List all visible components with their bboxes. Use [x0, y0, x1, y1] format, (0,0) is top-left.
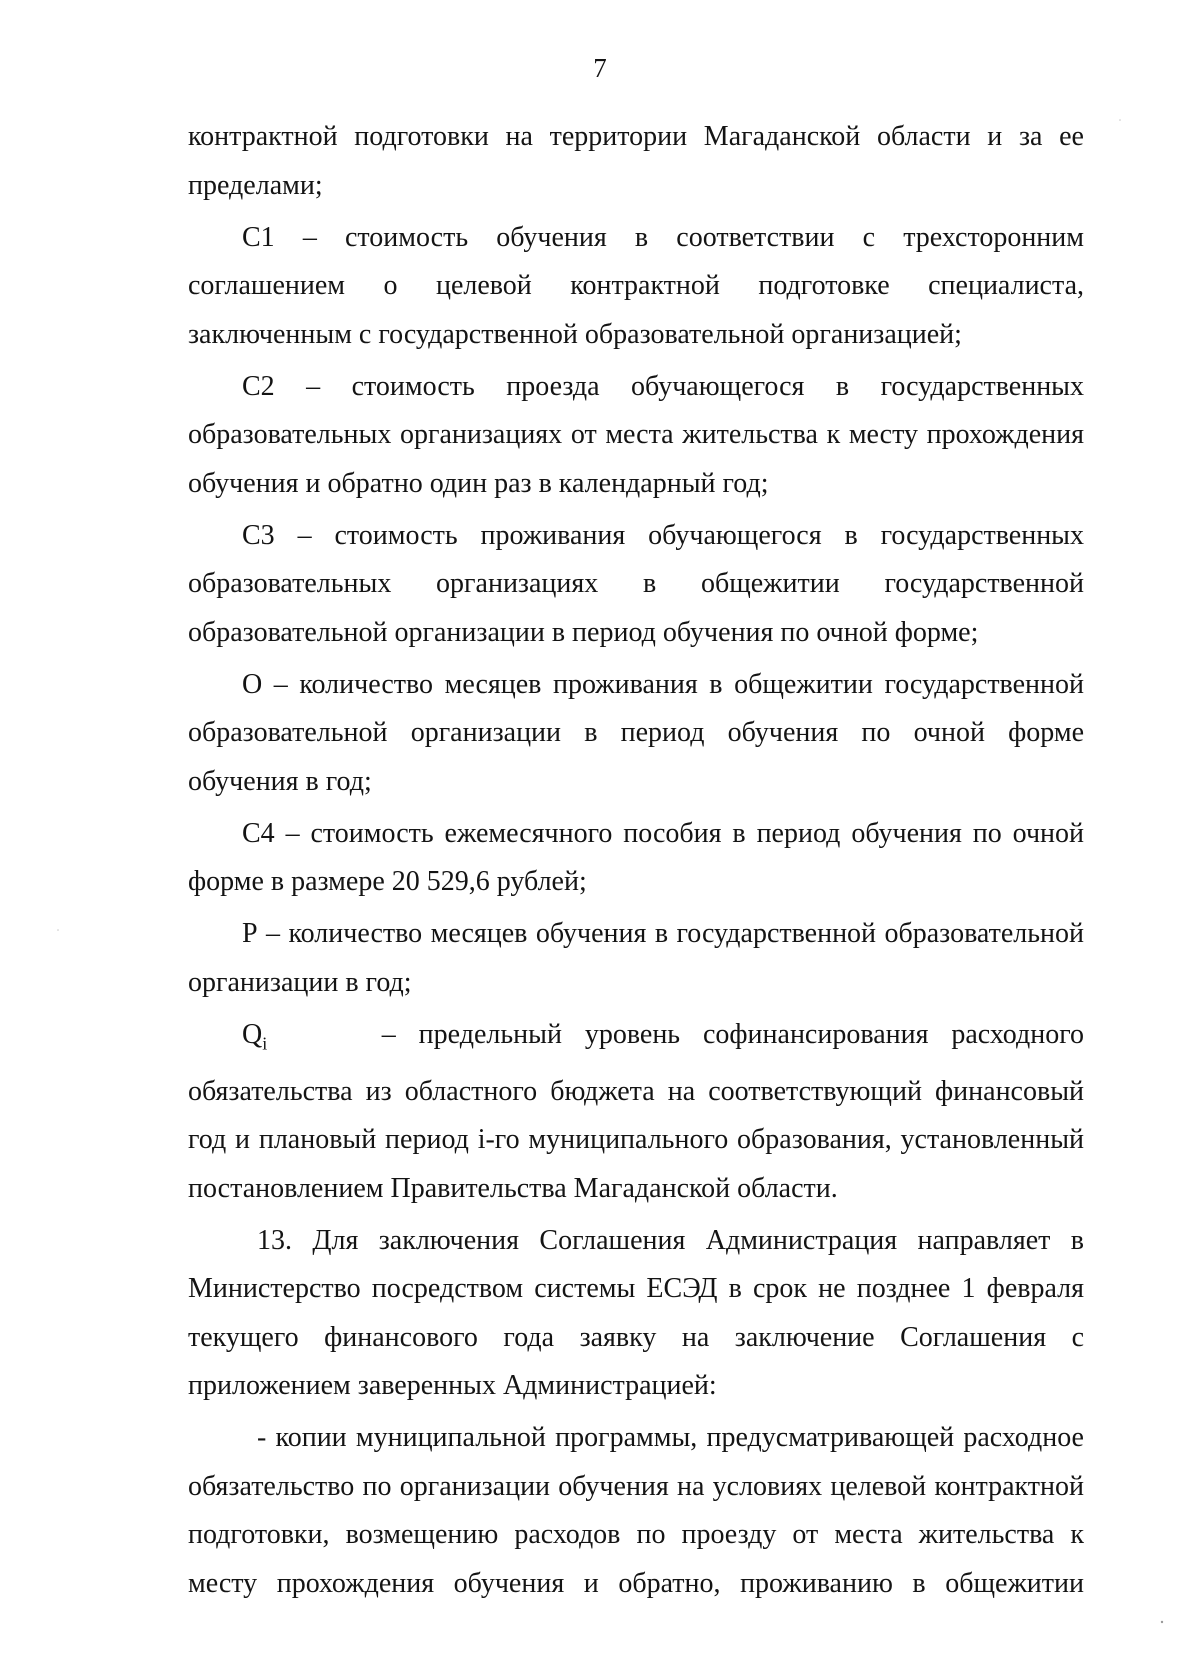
- qi-text: – предельный уровень софинансирования расходного обязательства из областного бюджета на соответствующий финансовый год и плановый период i-го муниципального образования, установленный постановлением Правительства Магаданской области.: [188, 1018, 1084, 1204]
- paragraph-qi: [188, 1011, 1084, 1214]
- paragraph-c2: С2 – стоимость проезда обучающегося в государственных образовательных организациях от места жительства к месту прохождения обучения и обратно один раз в календарный год;: [188, 370, 1084, 499]
- paragraph-list-item: - копии муниципальной программы, предусматривающей расходное обязательство по организации обучения на условиях целевой контрактной подготовки, возмещению расходов по проезду от места жительства к месту прохождения обучения и обратно, проживанию в общежитии: [188, 1422, 1084, 1599]
- qi-symbol: Q: [242, 1018, 263, 1050]
- page-number: 7: [593, 53, 607, 83]
- qi-subscript: i: [262, 1033, 268, 1054]
- paragraph-continuation: контрактной подготовки на территории Магаданской области и за ее пределами;: [188, 121, 1084, 201]
- paragraph-c3: С3 – стоимость проживания обучающегося в государственных образовательных организациях в общежитии государственной образовательной организации в период обучения по очной форме;: [188, 519, 1084, 648]
- paragraph-13: 13. Для заключения Соглашения Администрация направляет в Министерство посредством системы ЕСЭД в срок не позднее 1 февраля текущего финансового года заявку на заключение Соглашения с приложением заверенных Администрацией:: [188, 1224, 1084, 1402]
- paragraph-p: Р – количество месяцев обучения в государственной образовательной организации в год;: [188, 918, 1084, 998]
- document-body: [188, 113, 1084, 1612]
- paragraph-c1: С1 – стоимость обучения в соответствии с трехсторонним соглашением о целевой контрактной подготовке специалиста, заключенным с государственной образовательной организацией;: [188, 221, 1084, 350]
- paragraph-o: О – количество месяцев проживания в общежитии государственной образовательной организации в период обучения по очной форме обучения в год;: [188, 668, 1084, 797]
- paragraph-c4: С4 – стоимость ежемесячного пособия в период обучения по очной форме в размере 20 529,6 рублей;: [188, 817, 1084, 897]
